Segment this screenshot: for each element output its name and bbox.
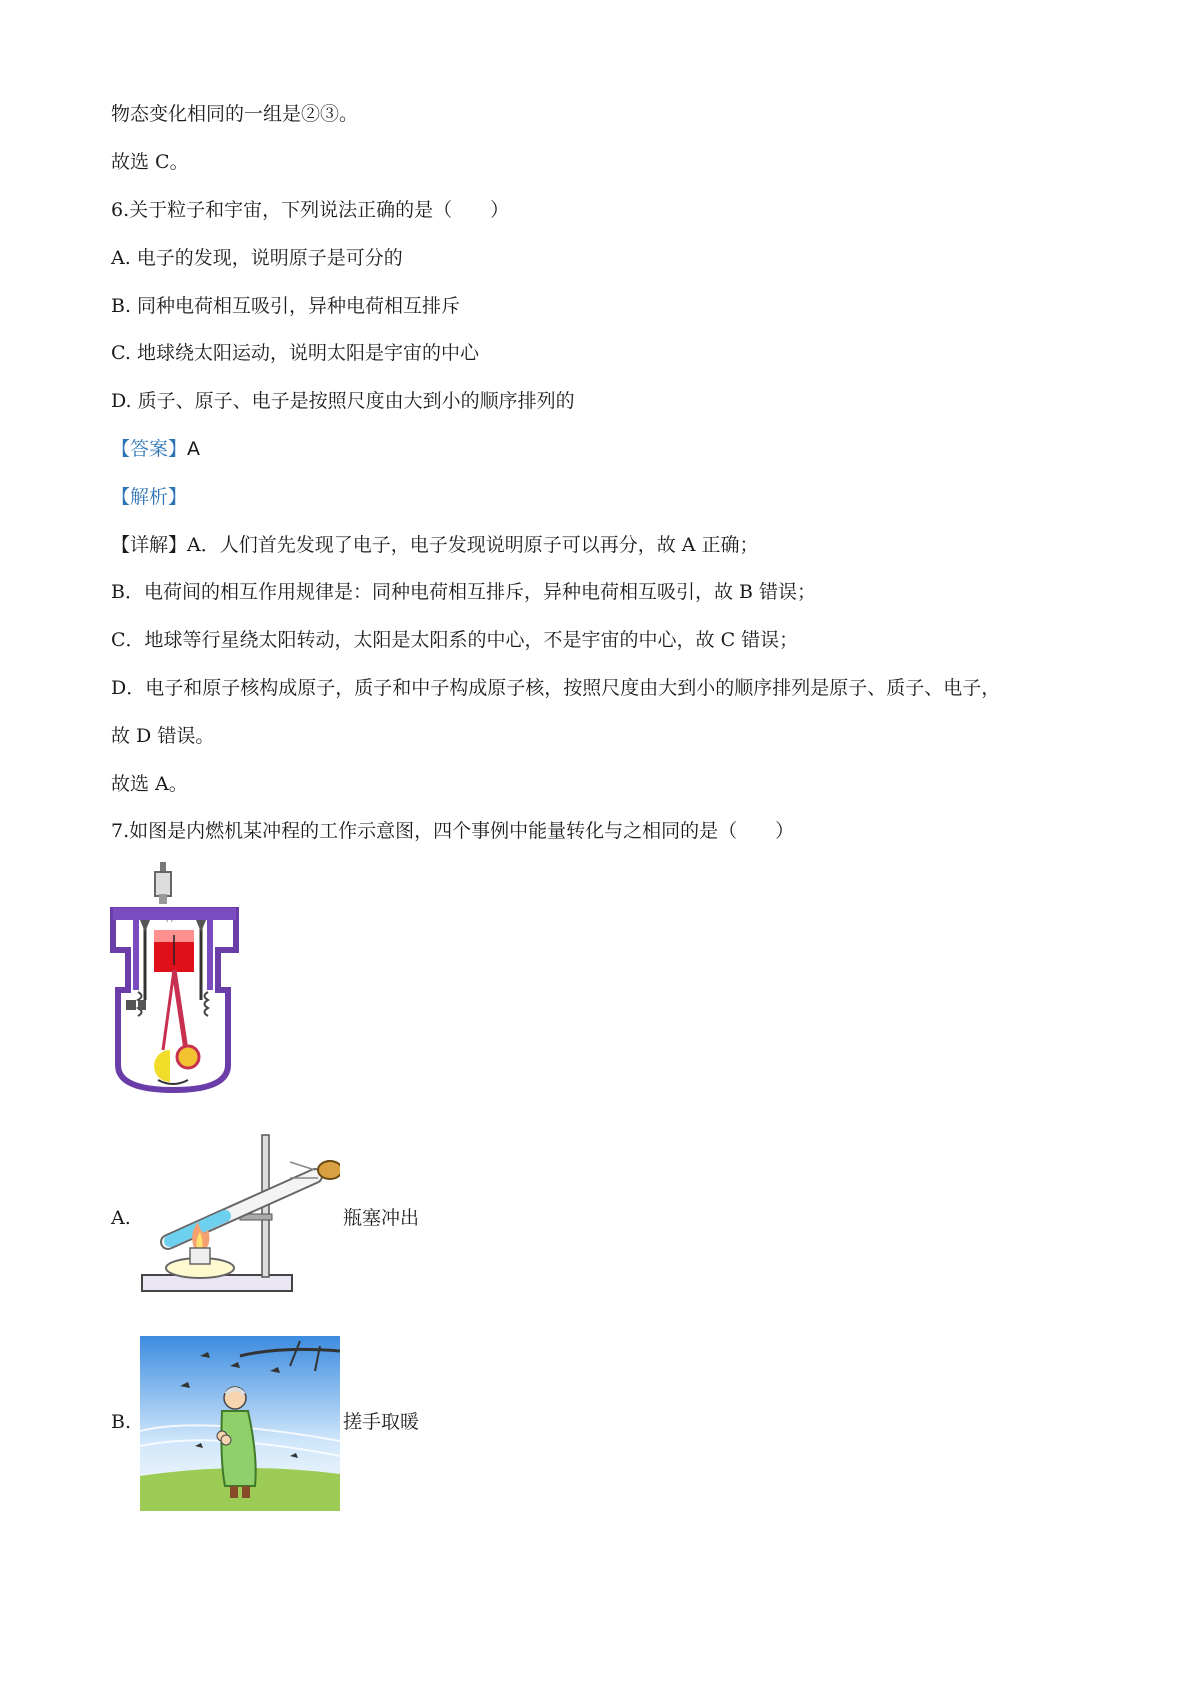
- option-b-text: 搓手取暖: [343, 1411, 420, 1433]
- detail-4: D．电子和原子核构成原子，质子和中子构成原子核，按照尺度由大到小的顺序排列是原子、质子、电子，: [111, 677, 1001, 699]
- answer-value: A: [187, 438, 201, 460]
- detail-3: C．地球等行星绕太阳转动，太阳是太阳系的中心，不是宇宙的中心，故 C 错误；: [111, 629, 799, 651]
- l2: 故选 C。: [111, 151, 189, 173]
- detail-1: 【详解】A．人们首先发现了电子，电子发现说明原子可以再分，故 A 正确；: [111, 534, 759, 556]
- detail-6: 故选 A。: [111, 773, 188, 795]
- option-a-letter: A.: [111, 1207, 131, 1229]
- question-6: 6.关于粒子和宇宙，下列说法正确的是（ ）: [111, 199, 510, 221]
- test-tube-heating-image: [140, 1130, 340, 1300]
- answer-label: 【答案】: [111, 438, 188, 460]
- q6-option-b: B. 同种电荷相互吸引，异种电荷相互排斥: [111, 295, 461, 317]
- question-7: 7.如图是内燃机某冲程的工作示意图，四个事例中能量转化与之相同的是（ ）: [111, 820, 795, 842]
- detail-5: 故 D 错误。: [111, 725, 215, 747]
- option-b-letter: B.: [111, 1411, 132, 1433]
- q6-option-c: C. 地球绕太阳运动，说明太阳是宇宙的中心: [111, 342, 479, 364]
- answer-line: [111, 436, 200, 462]
- analysis-label: 【解析】: [111, 486, 188, 508]
- rubbing-hands-image: [140, 1336, 340, 1511]
- detail-2: B．电荷间的相互作用规律是：同种电荷相互排斥，异种电荷相互吸引，故 B 错误；: [111, 581, 817, 603]
- q6-option-a: A. 电子的发现，说明原子是可分的: [111, 247, 403, 269]
- option-a-text: 瓶塞冲出: [343, 1207, 420, 1229]
- l1: 物态变化相同的一组是②③。: [111, 103, 359, 125]
- svg-text:' ': ' ': [166, 919, 173, 928]
- q6-option-d: D. 质子、原子、电子是按照尺度由大到小的顺序排列的: [111, 390, 575, 412]
- engine-stroke-diagram: [108, 860, 243, 1095]
